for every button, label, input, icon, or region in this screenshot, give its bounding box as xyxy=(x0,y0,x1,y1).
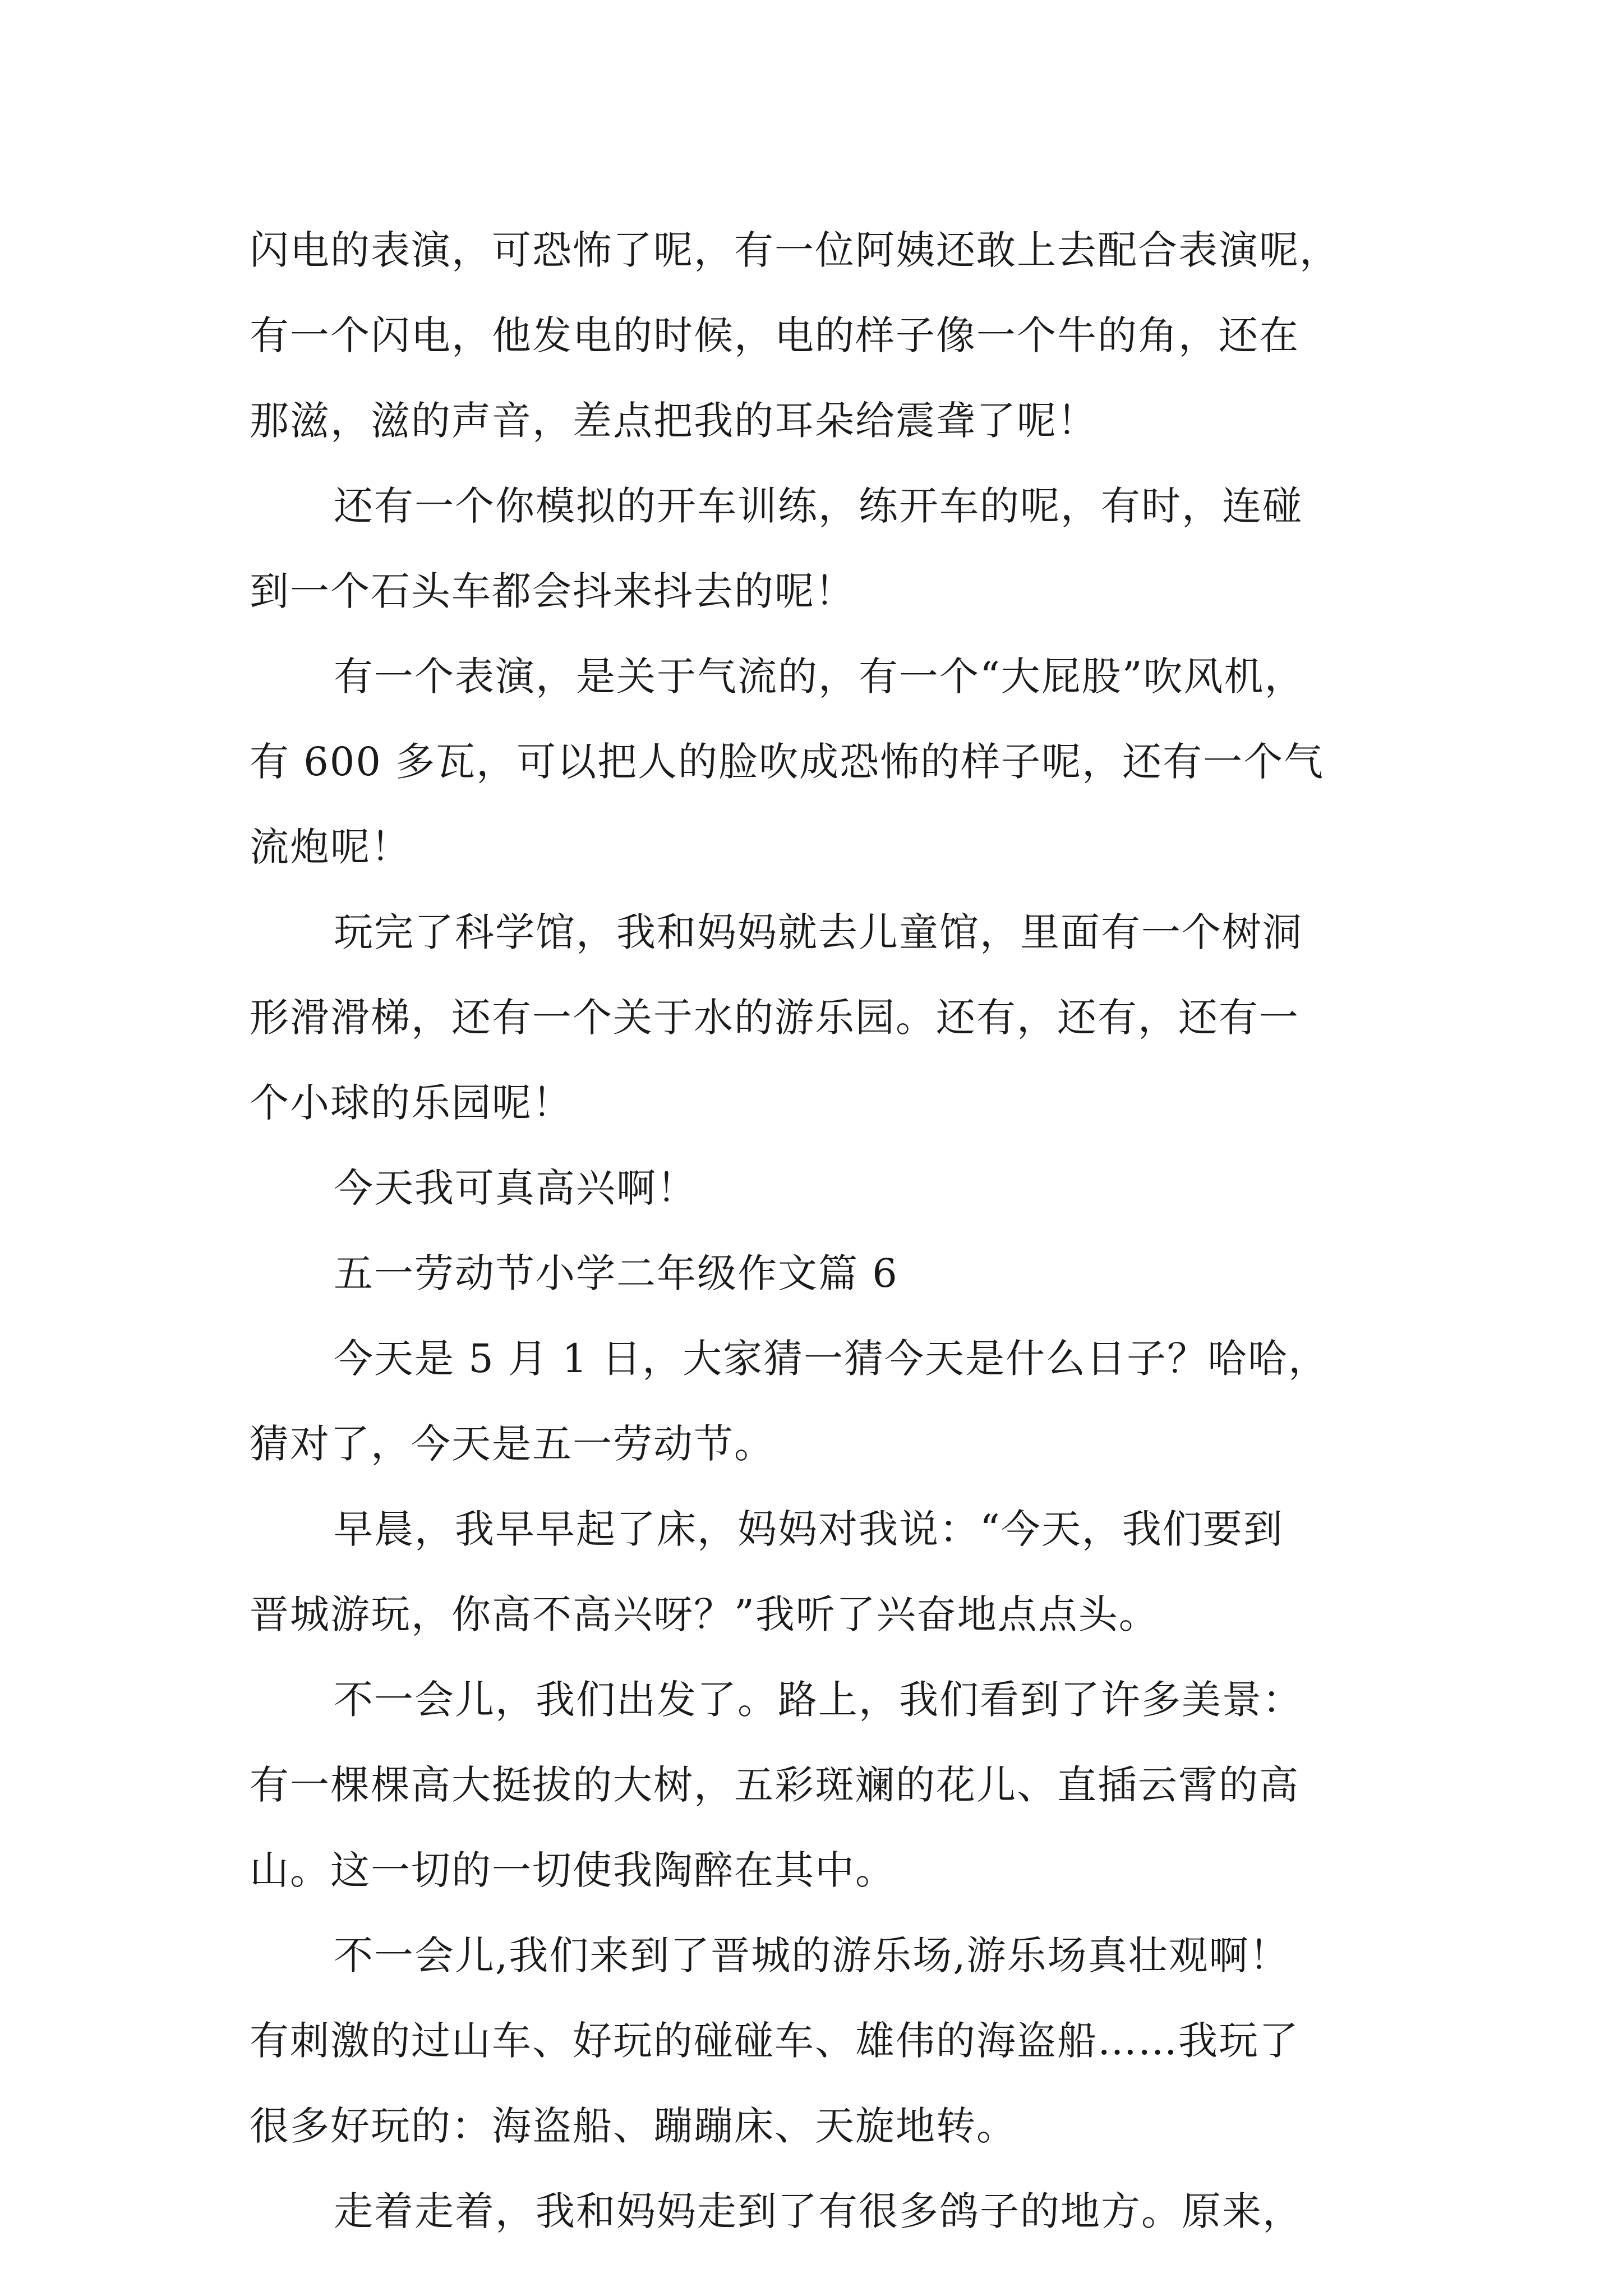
text-line: 今天我可真高兴啊！ xyxy=(334,1165,697,1211)
text-line: 不一会儿,我们来到了晋城的游乐场,游乐场真壮观啊！ xyxy=(334,1932,1290,1978)
text-line: 山。这一切的一切使我陶醉在其中。 xyxy=(250,1847,896,1893)
text-line: 到一个石头车都会抖来抖去的呢！ xyxy=(250,568,855,614)
text-line: 有一个表演，是关于气流的，有一个“大屁股”吹风机， xyxy=(334,654,1305,700)
text-line: 猜对了，今天是五一劳动节。 xyxy=(250,1421,774,1467)
text-line: 流炮呢！ xyxy=(250,824,411,870)
text-line: 不一会儿，我们出发了。路上，我们看到了许多美景： xyxy=(334,1677,1303,1723)
text-line: 今天是 5 月 1 日，大家猜一猜今天是什么日子？哈哈， xyxy=(334,1336,1329,1382)
text-line: 还有一个你模拟的开车训练，练开车的呢，有时，连碰 xyxy=(334,483,1303,529)
text-line: 那滋，滋的声音，差点把我的耳朵给震聋了呢！ xyxy=(250,398,1098,444)
essay-text xyxy=(250,208,1388,2254)
text-line: 走着走着，我和妈妈走到了有很多鸽子的地方。原来， xyxy=(334,2188,1303,2234)
text-line: 有刺激的过山车、好玩的碰碰车、雄伟的海盗船……我玩了 xyxy=(250,2018,1299,2064)
text-line: 有 600 多瓦，可以把人的脸吹成恐怖的样子呢，还有一个气 xyxy=(250,739,1325,785)
text-line: 形滑滑梯，还有一个关于水的游乐园。还有，还有，还有一 xyxy=(250,995,1299,1041)
text-line: 有一个闪电，他发电的时候，电的样子像一个牛的角，还在 xyxy=(250,312,1299,358)
text-line: 晋城游玩，你高不高兴呀？”我听了兴奋地点点头。 xyxy=(250,1591,1159,1637)
text-line: 有一棵棵高大挺拔的大树，五彩斑斓的花儿、直插云霄的高 xyxy=(250,1762,1299,1808)
text-line: 很多好玩的：海盗船、蹦蹦床、天旋地转。 xyxy=(250,2103,1017,2149)
text-line: 玩完了科学馆，我和妈妈就去儿童馆，里面有一个树洞 xyxy=(334,909,1303,955)
text-line: 早晨，我早早起了床，妈妈对我说：“今天，我们要到 xyxy=(334,1506,1284,1552)
section-heading: 五一劳动节小学二年级作文篇 6 xyxy=(334,1250,898,1296)
text-line: 闪电的表演，可恐怖了呢，有一位阿姨还敢上去配合表演呢， xyxy=(250,227,1340,273)
text-line: 个小球的乐园呢！ xyxy=(250,1080,573,1126)
